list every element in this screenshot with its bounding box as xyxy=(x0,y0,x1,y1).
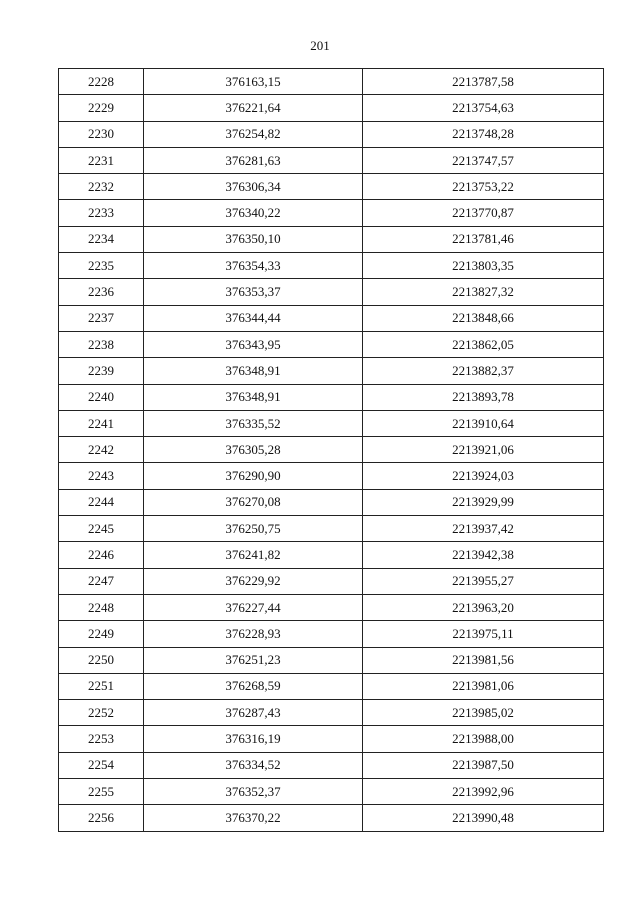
x-coordinate-cell: 376251,23 xyxy=(144,647,363,673)
y-coordinate-cell: 2213942,38 xyxy=(363,542,604,568)
table-row xyxy=(59,437,604,463)
x-coordinate-cell: 376163,15 xyxy=(144,69,363,95)
table-row xyxy=(59,305,604,331)
table-row xyxy=(59,726,604,752)
y-coordinate-cell: 2213910,64 xyxy=(363,410,604,436)
y-coordinate-cell: 2213770,87 xyxy=(363,200,604,226)
y-coordinate-cell: 2213992,96 xyxy=(363,779,604,805)
table-row xyxy=(59,384,604,410)
x-coordinate-cell: 376250,75 xyxy=(144,516,363,542)
coordinates-table-body xyxy=(59,69,604,832)
x-coordinate-cell: 376221,64 xyxy=(144,95,363,121)
point-number-cell: 2243 xyxy=(59,463,144,489)
x-coordinate-cell: 376254,82 xyxy=(144,121,363,147)
y-coordinate-cell: 2213924,03 xyxy=(363,463,604,489)
table-row xyxy=(59,542,604,568)
coordinates-table xyxy=(58,68,604,832)
point-number-cell: 2228 xyxy=(59,69,144,95)
x-coordinate-cell: 376334,52 xyxy=(144,752,363,778)
table-row xyxy=(59,621,604,647)
table-row xyxy=(59,69,604,95)
table-row xyxy=(59,647,604,673)
point-number-cell: 2241 xyxy=(59,410,144,436)
y-coordinate-cell: 2213975,11 xyxy=(363,621,604,647)
point-number-cell: 2244 xyxy=(59,489,144,515)
point-number-cell: 2240 xyxy=(59,384,144,410)
x-coordinate-cell: 376340,22 xyxy=(144,200,363,226)
y-coordinate-cell: 2213862,05 xyxy=(363,331,604,357)
point-number-cell: 2253 xyxy=(59,726,144,752)
y-coordinate-cell: 2213955,27 xyxy=(363,568,604,594)
y-coordinate-cell: 2213981,06 xyxy=(363,673,604,699)
y-coordinate-cell: 2213787,58 xyxy=(363,69,604,95)
point-number-cell: 2238 xyxy=(59,331,144,357)
table-row xyxy=(59,700,604,726)
point-number-cell: 2239 xyxy=(59,358,144,384)
x-coordinate-cell: 376353,37 xyxy=(144,279,363,305)
table-row xyxy=(59,174,604,200)
y-coordinate-cell: 2213981,56 xyxy=(363,647,604,673)
point-number-cell: 2256 xyxy=(59,805,144,831)
y-coordinate-cell: 2213754,63 xyxy=(363,95,604,121)
x-coordinate-cell: 376352,37 xyxy=(144,779,363,805)
table-row xyxy=(59,568,604,594)
point-number-cell: 2235 xyxy=(59,253,144,279)
x-coordinate-cell: 376305,28 xyxy=(144,437,363,463)
y-coordinate-cell: 2213827,32 xyxy=(363,279,604,305)
point-number-cell: 2245 xyxy=(59,516,144,542)
x-coordinate-cell: 376350,10 xyxy=(144,226,363,252)
point-number-cell: 2248 xyxy=(59,594,144,620)
y-coordinate-cell: 2213929,99 xyxy=(363,489,604,515)
y-coordinate-cell: 2213987,50 xyxy=(363,752,604,778)
y-coordinate-cell: 2213963,20 xyxy=(363,594,604,620)
x-coordinate-cell: 376268,59 xyxy=(144,673,363,699)
x-coordinate-cell: 376348,91 xyxy=(144,384,363,410)
y-coordinate-cell: 2213848,66 xyxy=(363,305,604,331)
page-number: 201 xyxy=(310,38,330,53)
table-row xyxy=(59,805,604,831)
x-coordinate-cell: 376270,08 xyxy=(144,489,363,515)
y-coordinate-cell: 2213990,48 xyxy=(363,805,604,831)
y-coordinate-cell: 2213921,06 xyxy=(363,437,604,463)
y-coordinate-cell: 2213937,42 xyxy=(363,516,604,542)
point-number-cell: 2251 xyxy=(59,673,144,699)
table-row xyxy=(59,463,604,489)
x-coordinate-cell: 376227,44 xyxy=(144,594,363,620)
table-row xyxy=(59,331,604,357)
point-number-cell: 2255 xyxy=(59,779,144,805)
y-coordinate-cell: 2213882,37 xyxy=(363,358,604,384)
point-number-cell: 2242 xyxy=(59,437,144,463)
point-number-cell: 2231 xyxy=(59,147,144,173)
x-coordinate-cell: 376348,91 xyxy=(144,358,363,384)
y-coordinate-cell: 2213893,78 xyxy=(363,384,604,410)
x-coordinate-cell: 376343,95 xyxy=(144,331,363,357)
table-row xyxy=(59,594,604,620)
table-row xyxy=(59,779,604,805)
x-coordinate-cell: 376281,63 xyxy=(144,147,363,173)
point-number-cell: 2230 xyxy=(59,121,144,147)
point-number-cell: 2234 xyxy=(59,226,144,252)
point-number-cell: 2249 xyxy=(59,621,144,647)
point-number-cell: 2252 xyxy=(59,700,144,726)
y-coordinate-cell: 2213753,22 xyxy=(363,174,604,200)
table-row xyxy=(59,253,604,279)
table-row xyxy=(59,410,604,436)
x-coordinate-cell: 376344,44 xyxy=(144,305,363,331)
table-row xyxy=(59,226,604,252)
y-coordinate-cell: 2213988,00 xyxy=(363,726,604,752)
table-row xyxy=(59,147,604,173)
y-coordinate-cell: 2213781,46 xyxy=(363,226,604,252)
point-number-cell: 2232 xyxy=(59,174,144,200)
x-coordinate-cell: 376335,52 xyxy=(144,410,363,436)
x-coordinate-cell: 376228,93 xyxy=(144,621,363,647)
y-coordinate-cell: 2213985,02 xyxy=(363,700,604,726)
x-coordinate-cell: 376354,33 xyxy=(144,253,363,279)
table-row xyxy=(59,95,604,121)
x-coordinate-cell: 376306,34 xyxy=(144,174,363,200)
point-number-cell: 2250 xyxy=(59,647,144,673)
y-coordinate-cell: 2213803,35 xyxy=(363,253,604,279)
x-coordinate-cell: 376229,92 xyxy=(144,568,363,594)
table-row xyxy=(59,200,604,226)
point-number-cell: 2246 xyxy=(59,542,144,568)
y-coordinate-cell: 2213748,28 xyxy=(363,121,604,147)
table-row xyxy=(59,752,604,778)
point-number-cell: 2237 xyxy=(59,305,144,331)
table-row xyxy=(59,279,604,305)
table-row xyxy=(59,358,604,384)
point-number-cell: 2236 xyxy=(59,279,144,305)
point-number-cell: 2233 xyxy=(59,200,144,226)
x-coordinate-cell: 376290,90 xyxy=(144,463,363,489)
table-row xyxy=(59,516,604,542)
table-row xyxy=(59,489,604,515)
table-row xyxy=(59,673,604,699)
table-row xyxy=(59,121,604,147)
x-coordinate-cell: 376241,82 xyxy=(144,542,363,568)
y-coordinate-cell: 2213747,57 xyxy=(363,147,604,173)
x-coordinate-cell: 376287,43 xyxy=(144,700,363,726)
point-number-cell: 2254 xyxy=(59,752,144,778)
point-number-cell: 2247 xyxy=(59,568,144,594)
x-coordinate-cell: 376316,19 xyxy=(144,726,363,752)
x-coordinate-cell: 376370,22 xyxy=(144,805,363,831)
point-number-cell: 2229 xyxy=(59,95,144,121)
